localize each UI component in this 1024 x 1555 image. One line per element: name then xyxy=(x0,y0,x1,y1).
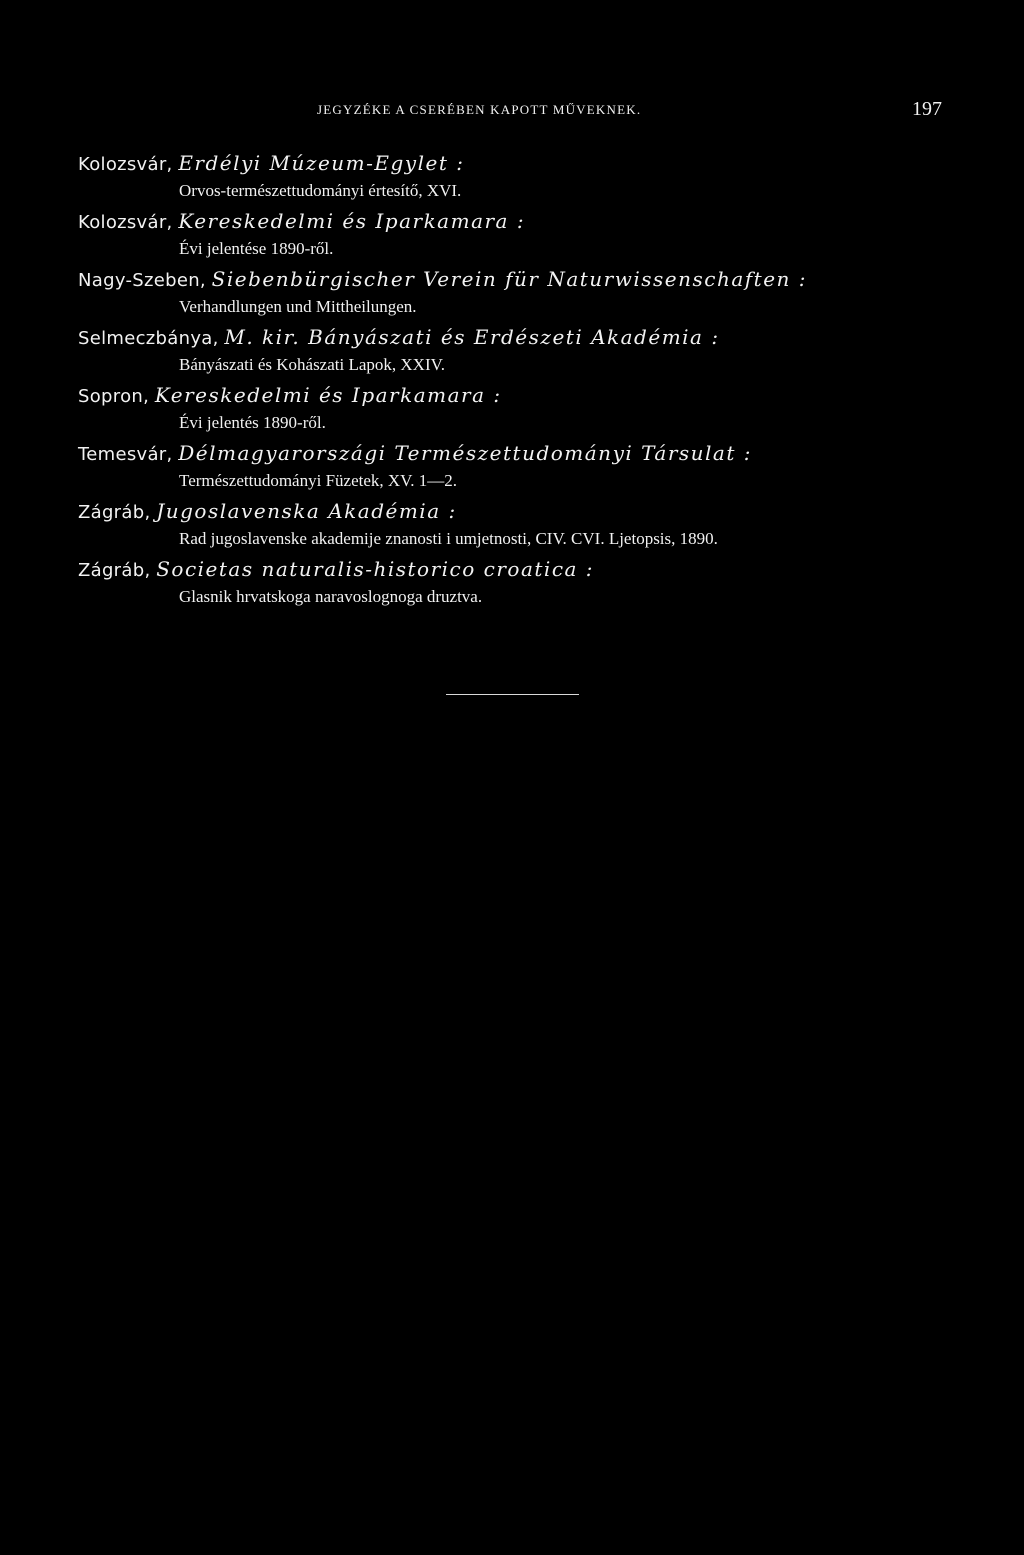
entry-place: Zágráb, xyxy=(78,560,151,581)
entry-place: Selmeczbánya, xyxy=(78,328,219,349)
running-head xyxy=(0,100,1024,124)
entry-heading xyxy=(78,205,1008,237)
entry-publication: Bányászati és Kohászati Lapok, XXIV. xyxy=(179,355,445,374)
list-item xyxy=(78,495,1008,553)
entry-institution: Délmagyarországi Természettudományi Társulat : xyxy=(178,441,752,465)
entry-institution: Erdélyi Múzeum-Egylet : xyxy=(178,151,465,175)
entry-heading xyxy=(78,263,1008,295)
entry-heading xyxy=(78,495,1008,527)
entry-publication: Rad jugoslavenske akademije znanosti i umjetnosti, CIV. CVI. Ljetopsis, 1890. xyxy=(179,529,718,548)
entry-place: Sopron, xyxy=(78,386,150,407)
entry-publication: Verhandlungen und Mittheilungen. xyxy=(179,297,417,316)
entry-institution: Kereskedelmi és Iparkamara : xyxy=(154,383,502,407)
entry-heading xyxy=(78,147,1008,179)
list-item xyxy=(78,147,1008,205)
entry-institution: Jugoslavenska Akadémia : xyxy=(156,499,457,523)
entry-institution: Societas naturalis-historico croatica : xyxy=(156,557,595,581)
running-title: JEGYZÉKE A CSERÉBEN KAPOTT MŰVEKNEK. xyxy=(317,102,642,117)
section-divider xyxy=(446,694,579,695)
page-number: 197 xyxy=(912,98,942,120)
entry-heading xyxy=(78,321,1008,353)
entry-publication: Évi jelentés 1890-ről. xyxy=(179,413,326,432)
entry-heading xyxy=(78,553,1008,585)
entry-institution: Siebenbürgischer Verein für Naturwissenschaften : xyxy=(211,267,808,291)
list-item xyxy=(78,379,1008,437)
entry-publication: Természettudományi Füzetek, XV. 1—2. xyxy=(179,471,457,490)
exchange-list xyxy=(78,147,1008,611)
entry-place: Temesvár, xyxy=(78,444,173,465)
entry-place: Kolozsvár, xyxy=(78,154,173,175)
entry-publication: Glasnik hrvatskoga naravoslognoga druztva. xyxy=(179,587,483,606)
entry-heading xyxy=(78,437,1008,469)
list-item xyxy=(78,437,1008,495)
entry-publication: Évi jelentése 1890-ről. xyxy=(179,239,334,258)
list-item xyxy=(78,321,1008,379)
entry-place: Zágráb, xyxy=(78,502,151,523)
list-item xyxy=(78,205,1008,263)
entry-heading xyxy=(78,379,1008,411)
entry-institution: M. kir. Bányászati és Erdészeti Akadémia : xyxy=(224,325,720,349)
entry-institution: Kereskedelmi és Iparkamara : xyxy=(178,209,526,233)
entry-place: Kolozsvár, xyxy=(78,212,173,233)
list-item xyxy=(78,263,1008,321)
entry-place: Nagy-Szeben, xyxy=(78,270,206,291)
entry-publication: Orvos-természettudományi értesítő, XVI. xyxy=(179,181,462,200)
list-item xyxy=(78,553,1008,611)
